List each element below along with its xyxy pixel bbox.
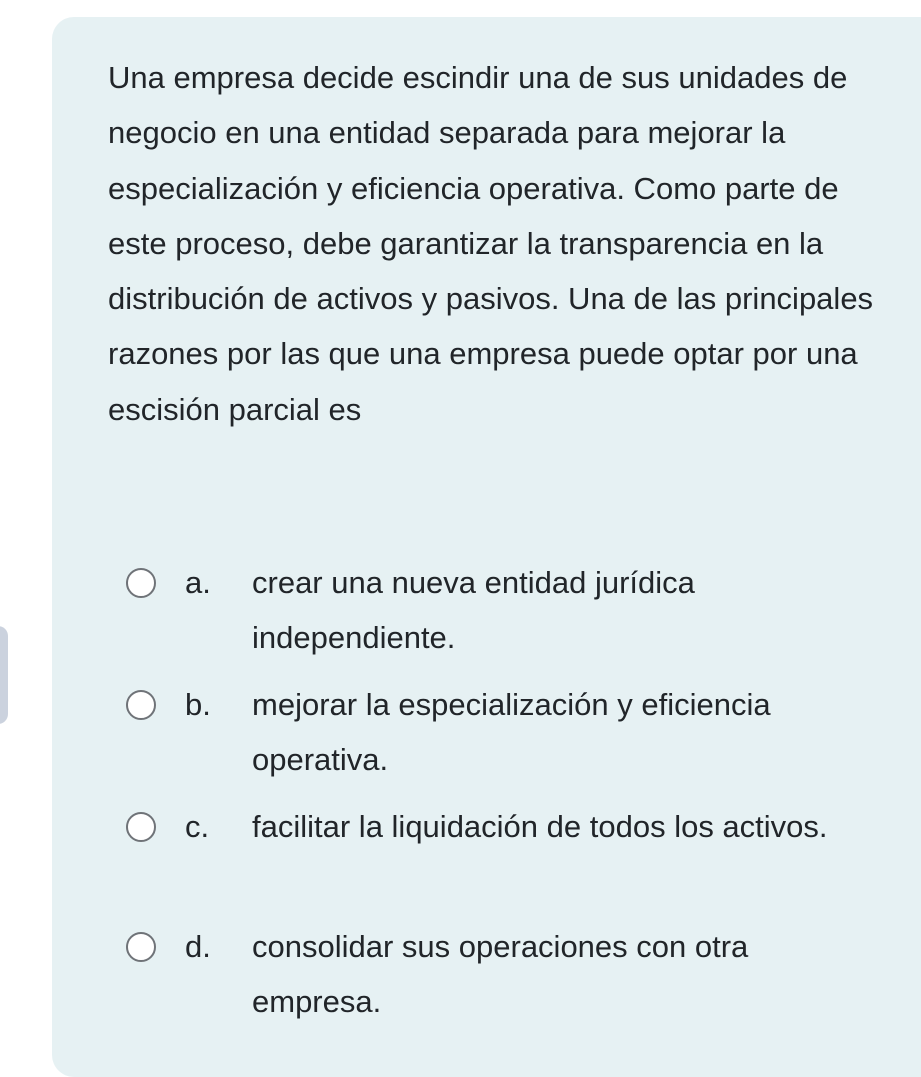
option-letter-b: b. (185, 687, 211, 722)
option-letter-a: a. (185, 565, 211, 600)
option-text-d: consolidar sus operaciones con otra empresa. (252, 929, 749, 1019)
radio-button-a[interactable] (126, 568, 156, 598)
radio-button-d[interactable] (126, 932, 156, 962)
radio-button-b[interactable] (126, 690, 156, 720)
option-text-b: mejorar la especialización y eficiencia operativa. (252, 687, 771, 777)
answer-option-c[interactable] (126, 799, 886, 909)
answer-option-b[interactable] (126, 677, 886, 787)
answer-option-a[interactable] (126, 555, 886, 665)
option-text-c: facilitar la liquidación de todos los activos. (252, 809, 828, 844)
answer-option-d[interactable] (126, 919, 886, 1029)
option-letter-d: d. (185, 929, 211, 964)
option-letter-c: c. (185, 809, 210, 844)
option-text-a: crear una nueva entidad jurídica independiente. (252, 565, 695, 655)
radio-button-c[interactable] (126, 812, 156, 842)
question-text: Una empresa decide escindir una de sus unidades de negocio en una entidad separada para mejorar la especialización y eficiencia operativa. Como parte de este proceso, debe garantizar la transparencia en la distribución de activos y pasivos. Una de las principales razones por las que una empresa puede optar por una escisión parcial es (108, 60, 874, 427)
side-panel-tab[interactable] (0, 626, 8, 724)
